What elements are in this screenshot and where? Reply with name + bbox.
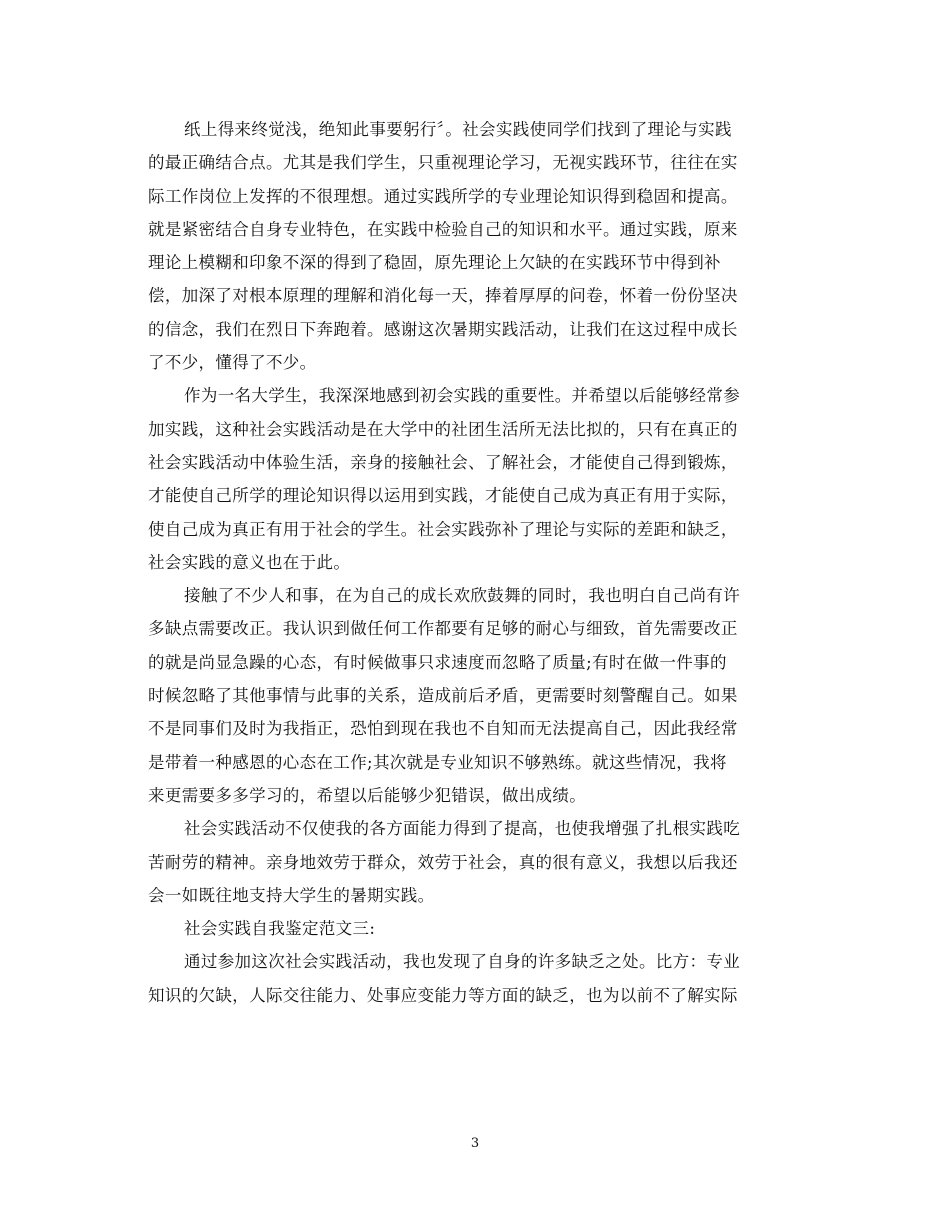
text-line: 接触了不少人和事，在为自己的成长欢欣鼓舞的同时，我也明白自己尚有许 (184, 586, 741, 606)
text-line: 加实践，这种社会实践活动是在大学中的社团生活所无法比拟的，只有在真正的 (148, 419, 738, 439)
text-line: 来更需要多多学习的，希望以后能够少犯错误，做出成绩。 (148, 785, 587, 805)
text-line: 苦耐劳的精神。亲身地效劳于群众，效劳于社会，真的很有意义，我想以后我还 (148, 852, 738, 872)
text-line: 的就是尚显急躁的心态，有时候做事只求速度而忽略了质量;有时在做一件事的 (148, 652, 727, 672)
text-line: 才能使自己所学的理论知识得以运用到实践，才能使自己成为真正有用于实际， (148, 486, 738, 506)
text-line: 通过参加这次社会实践活动，我也发现了自身的许多缺乏之处。比方：专业 (184, 952, 741, 972)
text-line: 社会实践活动不仅使我的各方面能力得到了提高，也使我增强了扎根实践吃 (184, 819, 741, 839)
text-line: 就是紧密结合自身专业特色，在实践中检验自己的知识和水平。通过实践，原来 (148, 219, 738, 239)
text-line: 是带着一种感恩的心态在工作;其次就是专业知识不够熟练。就这些情况，我将 (148, 752, 727, 772)
text-line: 的最正确结合点。尤其是我们学生，只重视理论学习，无视实践环节，往往在实 (148, 153, 738, 173)
text-line: 知识的欠缺，人际交往能力、处事应变能力等方面的缺乏，也为以前不了解实际 (148, 985, 738, 1005)
text-line: 际工作岗位上发挥的不很理想。通过实践所学的专业理论知识得到稳固和提高。 (148, 186, 738, 206)
document-body (148, 113, 808, 1012)
text-line: 的信念，我们在烈日下奔跑着。感谢这次暑期实践活动，让我们在这过程中成长 (148, 319, 738, 339)
text-line: 使自己成为真正有用于社会的学生。社会实践弥补了理论与实际的差距和缺乏， (148, 519, 738, 539)
text-line: 理论上模糊和印象不深的得到了稳固，原先理论上欠缺的在实践环节中得到补 (148, 253, 721, 273)
text-line: 社会实践自我鉴定范文三: (184, 919, 376, 939)
text-line: 社会实践的意义也在于此。 (148, 552, 351, 572)
text-line: 纸上得来终觉浅，绝知此事要躬行〞。社会实践使同学们找到了理论与实践 (184, 120, 732, 139)
text-line: 不是同事们及时为我指正，恐怕到现在我也不自知而无法提高自己，因此我经常 (148, 719, 738, 739)
text-line: 多缺点需要改正。我认识到做任何工作都要有足够的耐心与细致，首先需要改正 (148, 619, 738, 639)
text-line: 了不少，懂得了不少。 (148, 353, 317, 373)
text-line: 偿，加深了对根本原理的理解和消化每一天，捧着厚厚的问卷，怀着一份份坚决 (148, 286, 738, 306)
text-line: 作为一名大学生，我深深地感到初会实践的重要性。并希望以后能够经常参 (184, 386, 741, 406)
page-number: 3 (470, 1136, 480, 1151)
text-line: 会一如既往地支持大学生的暑期实践。 (148, 885, 435, 905)
text-line: 时候忽略了其他事情与此事的关系，造成前后矛盾，更需要时刻警醒自己。如果 (148, 686, 738, 706)
text-line: 社会实践活动中体验生活，亲身的接触社会、了解社会，才能使自己得到锻炼， (148, 452, 738, 472)
